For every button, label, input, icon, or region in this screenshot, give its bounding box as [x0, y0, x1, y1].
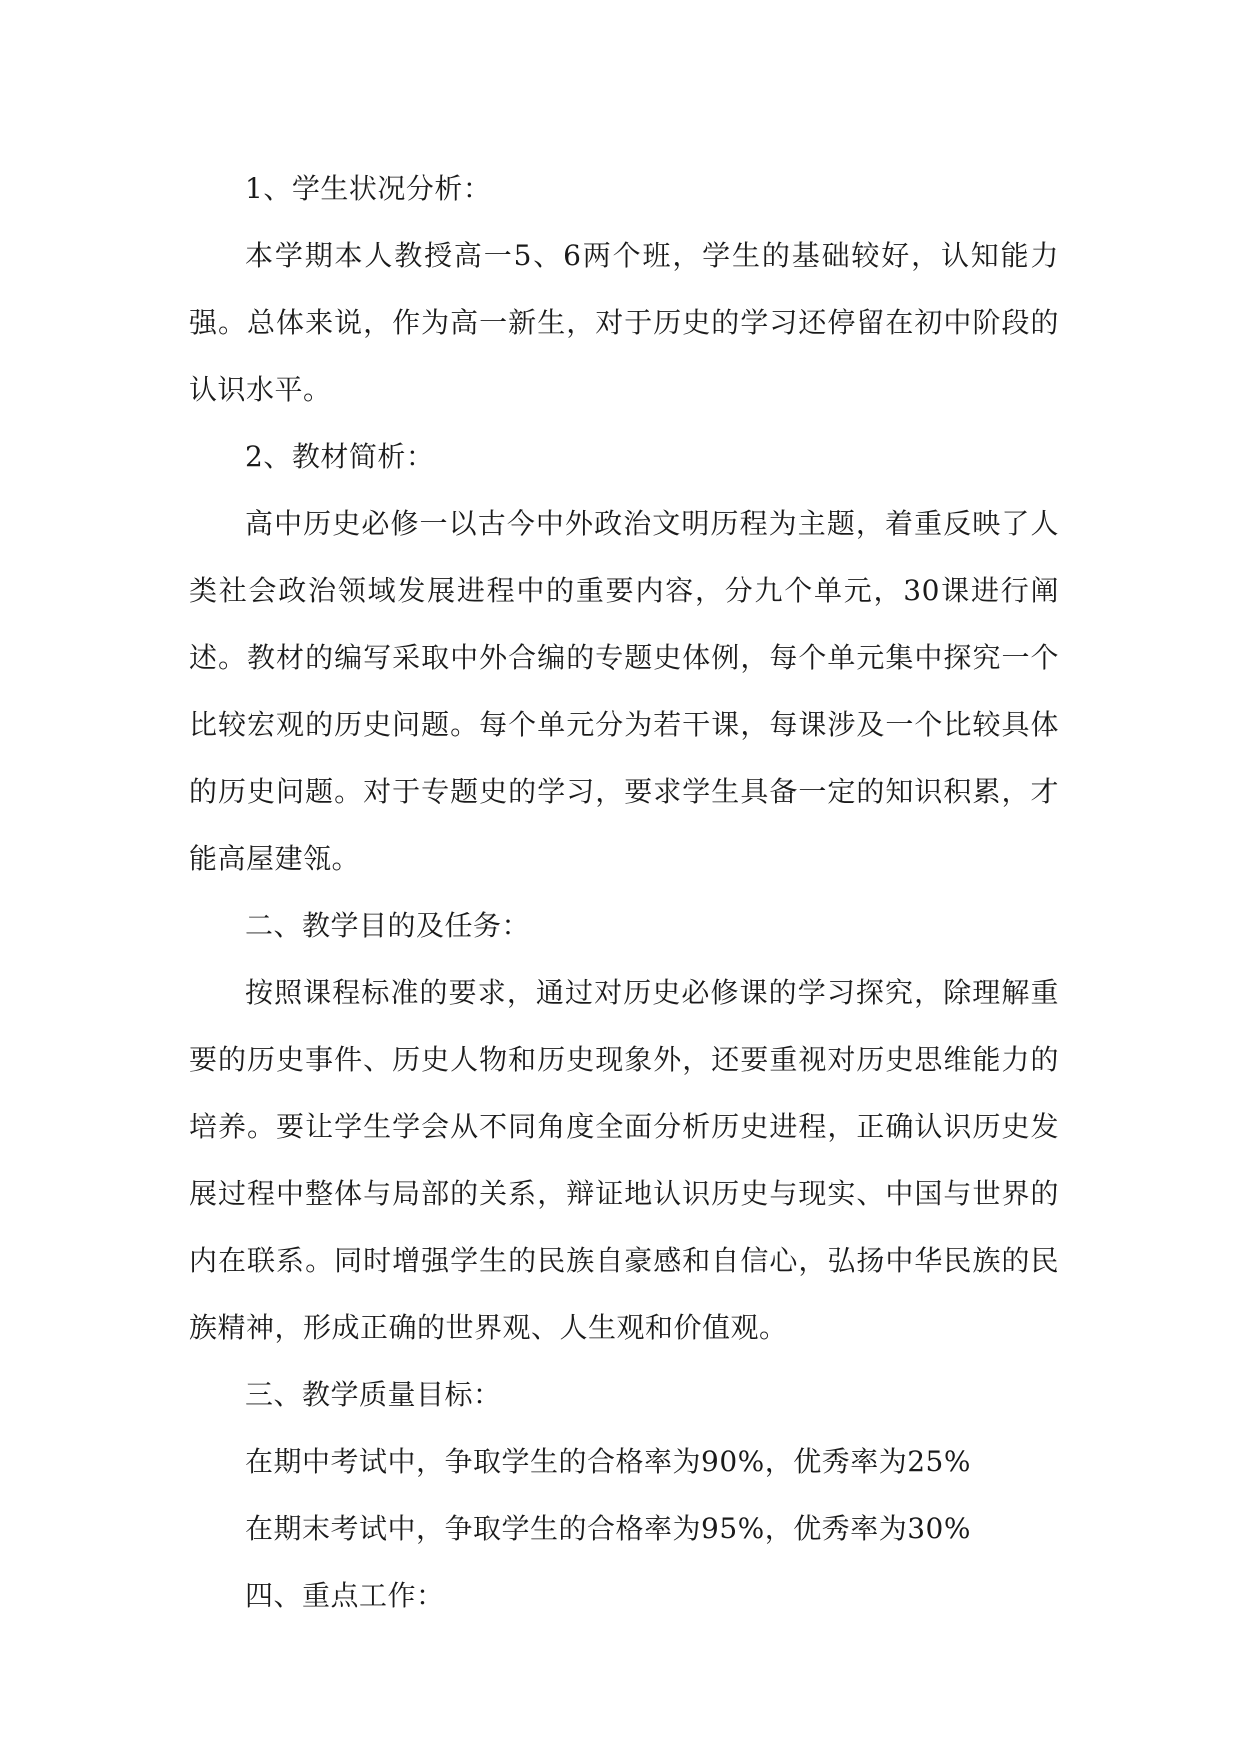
paragraph-midterm-target: 在期中考试中，争取学生的合格率为90%，优秀率为25%	[245, 1445, 971, 1478]
paragraph-teaching-goals: 按照课程标准的要求，通过对历史必修课的学习探究，除理解重要的历史事件、历史人物和历史现象外，还要重视对历史思维能力的培养。要让学生学会从不同角度全面分析历史进程，正确认识历史发展过程中整体与局部的关系，辩证地认识历史与现实、中国与世界的内在联系。同时增强学生的民族自豪感和自信心，弘扬中华民族的民族精神，形成正确的世界观、人生观和价值观。	[189, 976, 1059, 1344]
section-heading-quality-targets: 三、教学质量目标：	[245, 1378, 502, 1411]
document-body	[189, 155, 1059, 1629]
section-heading-teaching-goals: 二、教学目的及任务：	[245, 909, 531, 942]
paragraph-student-analysis: 本学期本人教授高一5、6两个班，学生的基础较好，认知能力强。总体来说，作为高一新生，对于历史的学习还停留在初中阶段的认识水平。	[189, 239, 1059, 406]
section-heading-textbook-analysis: 2、教材简析：	[245, 440, 435, 473]
paragraph-final-target: 在期末考试中，争取学生的合格率为95%，优秀率为30%	[245, 1512, 971, 1545]
section-heading-student-analysis: 1、学生状况分析：	[245, 172, 492, 205]
section-heading-key-work: 四、重点工作：	[245, 1579, 445, 1612]
paragraph-textbook-analysis: 高中历史必修一以古今中外政治文明历程为主题，着重反映了人类社会政治领域发展进程中的重要内容，分九个单元，30课进行阐述。教材的编写采取中外合编的专题史体例，每个单元集中探究一个比较宏观的历史问题。每个单元分为若干课，每课涉及一个比较具体的历史问题。对于专题史的学习，要求学生具备一定的知识积累，才能高屋建瓴。	[189, 507, 1059, 875]
